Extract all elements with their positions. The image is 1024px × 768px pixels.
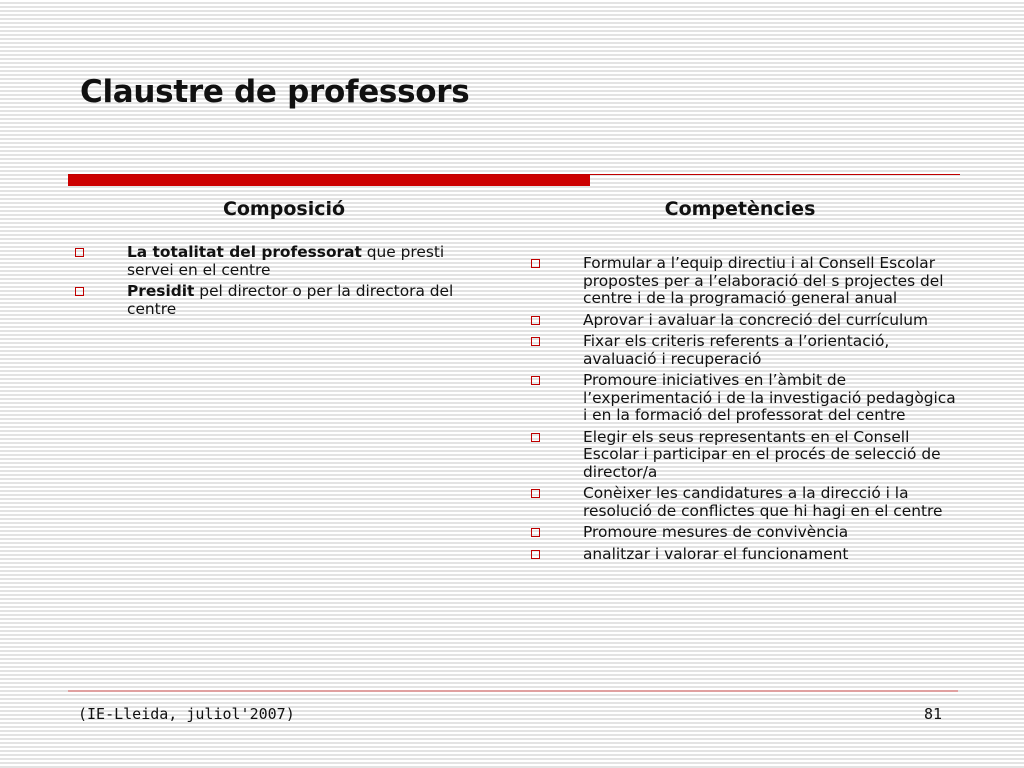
item-bold-text: Presidit [127, 282, 195, 300]
square-bullet-icon [75, 248, 84, 257]
slide-title: Claustre de professors [80, 74, 470, 110]
item-text: que presti servei en el centre [127, 243, 445, 279]
list-item [530, 485, 956, 520]
list-item [530, 333, 956, 368]
item-text: Aprovar i avaluar la concreció del currículum [583, 310, 929, 329]
list-item [530, 524, 956, 542]
list-item [74, 283, 474, 318]
item-text: Fixar els criteris referents a l’orientació, avaluació i recuperació [583, 332, 890, 368]
item-text: Conèixer les candidatures a la direcció i la resolució de conflictes que hi hagi en el centre [583, 484, 943, 520]
square-bullet-icon [531, 316, 540, 325]
square-bullet-icon [531, 337, 540, 346]
item-text: pel director o per la directora del centre [127, 282, 454, 318]
square-bullet-icon [531, 528, 540, 537]
title-divider-thick [68, 175, 590, 186]
square-bullet-icon [531, 433, 540, 442]
item-text: Promoure mesures de convivència [583, 523, 849, 541]
item-text: Promoure iniciatives en l’àmbit de l’experimentació i de la investigació pedagògica i en la formació del professorat del centre [583, 371, 956, 424]
composition-column [74, 198, 474, 322]
competencies-column [530, 198, 956, 567]
list-item [530, 429, 956, 482]
footer-divider [68, 690, 958, 692]
item-text: Formular a l’equip directiu i al Consell Escolar propostes per a l’elaboració del s projectes del centre i de la programació general anual [583, 254, 944, 307]
competencies-list [530, 255, 956, 563]
square-bullet-icon [531, 259, 540, 268]
square-bullet-icon [531, 550, 540, 559]
square-bullet-icon [531, 376, 540, 385]
item-text: Elegir els seus representants en el Consell Escolar i participar en el procés de selecció de director/a [583, 427, 941, 481]
list-item [74, 244, 474, 279]
item-text: analitzar i valorar el funcionament [583, 544, 849, 563]
list-item [530, 372, 956, 425]
composition-list [74, 244, 474, 318]
square-bullet-icon [531, 489, 540, 498]
footer-source: (IE-Lleida, juliol'2007) [78, 705, 295, 723]
item-bold-text: La totalitat del professorat [127, 243, 362, 261]
list-item [530, 312, 956, 330]
square-bullet-icon [75, 287, 84, 296]
page-number: 81 [924, 705, 943, 723]
composition-heading: Composició [222, 198, 346, 220]
list-item [530, 546, 956, 564]
list-item [530, 255, 956, 308]
competencies-heading: Competències [664, 198, 816, 220]
